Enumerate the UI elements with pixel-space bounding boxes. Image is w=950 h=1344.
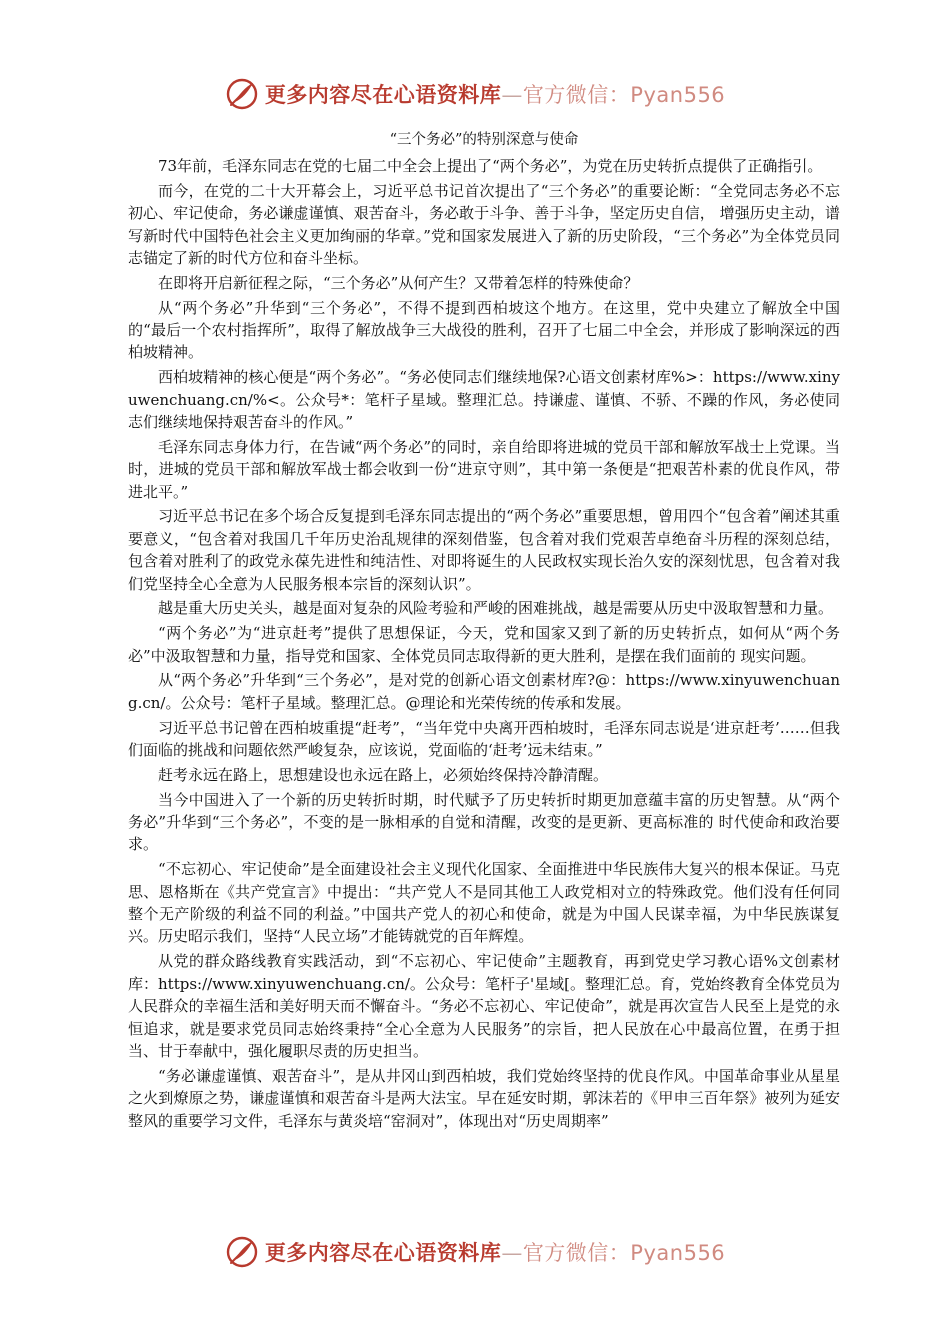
banner-text: 更多内容尽在心语资料库—官方微信：Pyan556 xyxy=(264,83,726,107)
document-body xyxy=(128,130,840,1134)
paragraph: 从党的群众路线教育实践活动，到“不忘初心、牢记使命”主题教育，再到党史学习教心语%文创素材库：https://www.xinyuwenchuang.cn/。公众号：笔杆子'星域[。整理汇总。育，党始终教育全体党员为人民群众的幸福生活和美好明天而不懈奋斗。“务必不忘初心、牢记使命”，就是再次宣告人民至上是党的永恒追求，就是要求党员同志始终秉持“全心全意为人民服务”的宗旨，把人民放在心中最高位置，在勇于担当、甘于奉献中，强化履职尽责的历史担当。 xyxy=(128,952,840,1060)
paragraph: 赶考永远在路上，思想建设也永远在路上，必须始终保持冷静清醒。 xyxy=(158,765,609,784)
paragraph: “不忘初心、牢记使命”是全面建设社会主义现代化国家、全面推进中华民族伟大复兴的根本保证。马克思、恩格斯在《共产党宣言》中提出：“共产党人不是同其他工人政党相对立的特殊政党。他们没有任何同整个无产阶级的利益不同的利益。”中国共产党人的初心和使命，就是为中国人民谋幸福，为中华民族谋复兴。历史昭示我们，坚持“人民立场”才能铸就党的百年辉煌。 xyxy=(128,860,840,946)
paragraph: 西柏坡精神的核心便是“两个务必”。“务必使同志们继续地保?心语文创素材库%>：https://www.xinyuwenchuang.cn/%<。公众号*：笔杆子星域。整理汇总。持谦虚、谨慎、不骄、不躁的作风，务必使同志们继续地保持艰苦奋斗的作风。” xyxy=(128,368,840,432)
paragraph: “务必谦虚谨慎、艰苦奋斗”，是从井冈山到西柏坡，我们党始终坚持的优良作风。中国革命事业从星星之火到燎原之势，谦虚谨慎和艰苦奋斗是两大法宝。早在延安时期，郭沫若的《甲申三百年祭》被列为延安整风的重要学习文件，毛泽东与黄炎培“窑洞对”，体现出对“历史周期率” xyxy=(128,1066,840,1130)
banner-text: 更多内容尽在心语资料库—官方微信：Pyan556 xyxy=(264,1241,726,1265)
paragraph: 越是重大历史关头，越是面对复杂的风险考验和严峻的困难挑战，越是需要从历史中汲取智慧和力量。 xyxy=(158,599,834,618)
paragraph: 习近平总书记在多个场合反复提到毛泽东同志提出的“两个务必”重要思想，曾用四个“包含着”阐述其重要意义，“包含着对我国几千年历史治乱规律的深刻借鉴，包含着对我们党艰苦卓绝奋斗历程的深刻总结，包含着对胜利了的政党永葆先进性和纯洁性、对即将诞生的人民政权实现长治久安的深刻忧思，包含着对我们党坚持全心全意为人民服务根本宗旨的深刻认识”。 xyxy=(128,507,840,593)
document-title: “三个务必”的特别深意与使命 xyxy=(389,132,579,148)
paragraph: 毛泽东同志身体力行，在告诫“两个务必”的同时，亲自给即将进城的党员干部和解放军战士上党课。当时，进城的党员干部和解放军战士都会收到一份“进京守则”，其中第一条便是“把艰苦朴素的优良作风，带进北平。” xyxy=(128,437,840,501)
paragraph: 在即将开启新征程之际，“三个务必”从何产生？又带着怎样的特殊使命？ xyxy=(158,273,639,292)
paragraph: 从“两个务必”升华到“三个务必”，不得不提到西柏坡这个地方。在这里，党中央建立了解放全中国的“最后一个农村指挥所”，取得了解放战争三大战役的胜利，召开了七届二中全会，并形成了影响深远的西柏坡精神。 xyxy=(128,298,840,362)
paragraph: 73年前，毛泽东同志在党的七届二中全会上提出了“两个务必”，为党在历史转折点提供了正确指引。 xyxy=(158,157,823,175)
paragraph: 当今中国进入了一个新的历史转折时期，时代赋予了历史转折时期更加意蕴丰富的历史智慧。从“两个务必”升华到“三个务必”，不变的是一脉相承的自觉和清醒，改变的是更新、更高标准的 时代使命和政治要求。 xyxy=(128,790,840,854)
paragraph: 从“两个务必”升华到“三个务必”，是对党的创新心语文创素材库?@：https://www.xinyuwenchuang.cn/。公众号：笔杆子星域。整理汇总。@理论和光荣传统的传承和发展。 xyxy=(128,671,840,712)
paragraph: 习近平总书记曾在西柏坡重提“赶考”，“当年党中央离开西柏坡时，毛泽东同志说是‘进京赶考’……但我们面临的挑战和问题依然严峻复杂，应该说，党面临的‘赶考’远未结束。” xyxy=(128,718,840,760)
header-banner xyxy=(0,74,950,114)
paragraph: 而今，在党的二十大开幕会上，习近平总书记首次提出了“三个务必”的重要论断：“全党同志务必不忘初心、牢记使命，务必谦虚谨慎、艰苦奋斗，务必敢于斗争、善于斗争，坚定历史自信， 增强历史主动，谱写新时代中国特色社会主义更加绚丽的华章。”党和国家发展进入了新的历史阶段，“三个务必”为全体党员同志锚定了新的时代方位和奋斗坐标。 xyxy=(128,181,840,268)
feather-logo-icon xyxy=(225,77,259,111)
feather-logo-icon xyxy=(225,1235,259,1269)
footer-banner xyxy=(0,1232,950,1272)
paragraph: “两个务必”为“进京赶考”提供了思想保证，今天，党和国家又到了新的历史转折点，如何从“两个务必”中汲取智慧和力量，指导党和国家、全体党员同志取得新的更大胜利，是摆在我们面前的 现实问题。 xyxy=(128,624,840,665)
